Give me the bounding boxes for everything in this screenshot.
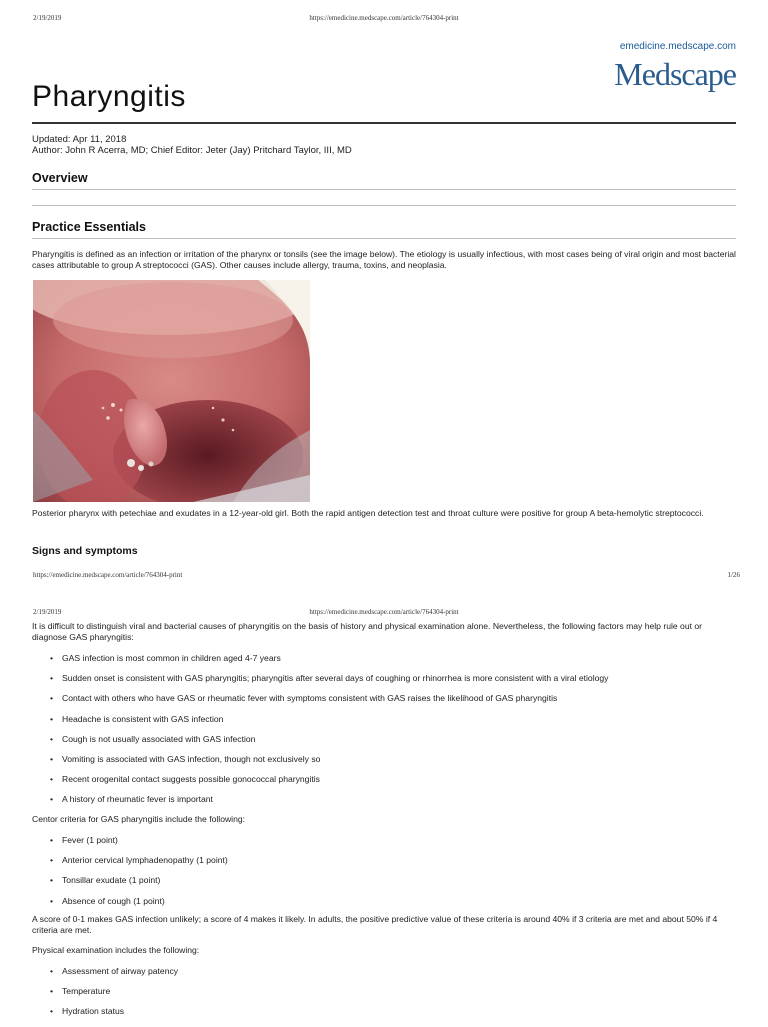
header-url: https://emedicine.medscape.com/article/764304-print	[309, 608, 459, 616]
title-divider	[32, 122, 736, 124]
exam-list	[48, 966, 178, 1027]
list-item: • Fever (1 point)	[48, 835, 228, 855]
divider	[32, 238, 736, 239]
site-link[interactable]: emedicine.medscape.com	[619, 41, 736, 52]
medscape-logo[interactable]: Medscape	[614, 56, 736, 92]
list-item: • Anterior cervical lymphadenopathy (1 point)	[48, 855, 228, 875]
practice-essentials-heading: Practice Essentials	[32, 220, 146, 234]
list-item: • A history of rheumatic fever is important	[48, 794, 608, 814]
page-title: Pharyngitis	[32, 80, 186, 113]
footer-url: https://emedicine.medscape.com/article/764304-print	[33, 571, 183, 579]
intro-paragraph: Pharyngitis is defined as an infection or irritation of the pharynx or tonsils (see the image below). The etiology is usually infectious, with most cases being of viral origin and most bacterial cases attributable to group A streptococci (GAS). Other causes include allergy, trauma, toxins, and neoplasia.	[32, 249, 736, 270]
list-item: • Assessment of airway patency	[48, 966, 178, 986]
list-item: • Sudden onset is consistent with GAS pharyngitis; pharyngitis after several days of coughing or rhinorrhea is more consistent with a viral etiology	[48, 673, 608, 693]
article-meta	[32, 134, 352, 156]
centor-intro: Centor criteria for GAS pharyngitis include the following:	[32, 814, 246, 824]
pharynx-photo[interactable]	[33, 280, 310, 502]
list-item: • Absence of cough (1 point)	[48, 896, 228, 916]
header-url: https://emedicine.medscape.com/article/764304-print	[309, 14, 459, 22]
header-date: 2/19/2019	[33, 14, 62, 22]
gas-factors-list	[48, 653, 608, 815]
list-item: • Temperature	[48, 986, 178, 1006]
author-line: Author: John R Acerra, MD; Chief Editor: Jeter (Jay) Pritchard Taylor, III, MD	[32, 145, 352, 156]
signs-heading: Signs and symptoms	[32, 545, 138, 557]
list-item: • Headache is consistent with GAS infection	[48, 714, 608, 734]
list-item: • Vomiting is associated with GAS infection, though not exclusively so	[48, 754, 608, 774]
list-item: • Hydration status	[48, 1006, 178, 1026]
list-item: • Recent orogenital contact suggests possible gonococcal pharyngitis	[48, 774, 608, 794]
exam-intro: Physical examination includes the following:	[32, 945, 200, 955]
divider	[32, 205, 736, 206]
pharynx-image	[33, 280, 310, 502]
updated-date: Updated: Apr 11, 2018	[32, 134, 127, 145]
diagnosis-paragraph: It is difficult to distinguish viral and bacterial causes of pharyngitis on the basis of history and physical examination alone. Nevertheless, the following factors may help rule out or diagnose GAS pharyngitis:	[32, 621, 703, 642]
header-date: 2/19/2019	[33, 608, 62, 616]
list-item: • Cough is not usually associated with GAS infection	[48, 734, 608, 754]
page-number: 1/26	[727, 571, 740, 579]
overview-heading: Overview	[32, 171, 88, 185]
divider	[32, 189, 736, 190]
list-item: • GAS infection is most common in children aged 4-7 years	[48, 653, 608, 673]
list-item: • Tonsillar exudate (1 point)	[48, 875, 228, 895]
image-caption: Posterior pharynx with petechiae and exudates in a 12-year-old girl. Both the rapid antigen detection test and throat culture were positive for group A beta-hemolytic streptococci.	[32, 508, 704, 518]
centor-criteria-list	[48, 835, 228, 916]
list-item: • Contact with others who have GAS or rheumatic fever with symptoms consistent with GAS raises the likelihood of GAS pharyngitis	[48, 693, 608, 713]
pdf-page-2	[0, 584, 768, 1024]
score-paragraph: A score of 0-1 makes GAS infection unlikely; a score of 4 makes it likely. In adults, the positive predictive value of these criteria is around 40% if 3 criteria are met and about 50% if 4 criteria are met.	[32, 914, 718, 935]
